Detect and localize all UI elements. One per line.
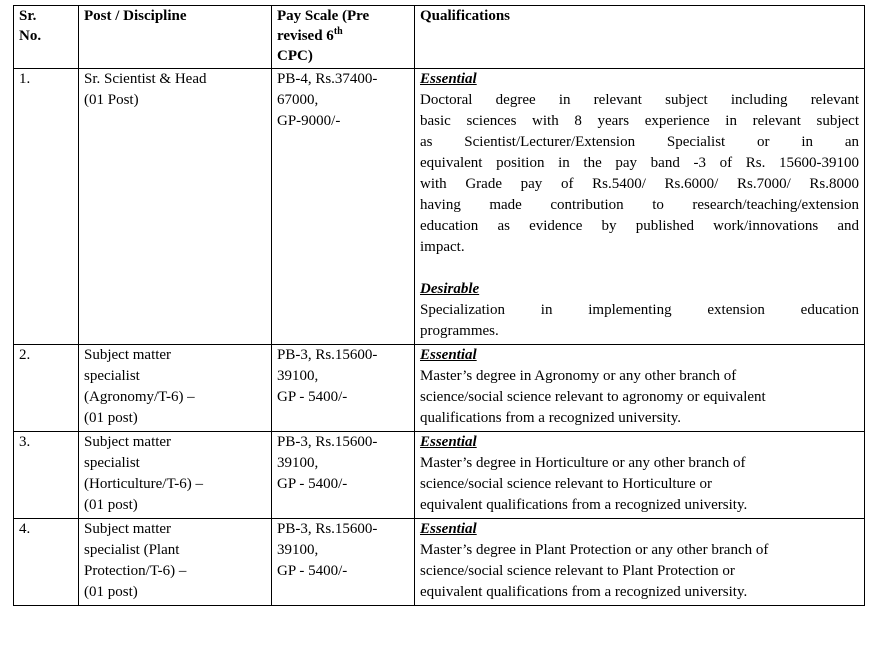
header-pay-line-3: CPC) (277, 48, 313, 64)
table-row (14, 345, 865, 432)
post-cell (79, 69, 272, 345)
post-line: (Agronomy/T-6) – (84, 389, 195, 405)
section-spacer (420, 258, 859, 279)
header-pay-revised: revised 6 (277, 28, 334, 44)
pay-scale-cell (272, 69, 415, 345)
essential-heading: Essential (420, 434, 477, 450)
table-row (14, 519, 865, 606)
essential-line: Master’s degree in Agronomy or any other branch of (420, 368, 737, 384)
header-row (14, 6, 865, 69)
post-line: Subject matter (84, 434, 172, 450)
pay-line: GP-9000/- (277, 113, 341, 129)
essential-line: equivalent qualifications from a recognized university. (420, 584, 748, 600)
post-line: (01 post) (84, 497, 138, 513)
essential-line: having made contribution to research/teaching/extension (420, 197, 859, 213)
desirable-line: programmes. (420, 323, 499, 339)
qualifications-cell (415, 519, 865, 606)
pay-line: GP - 5400/- (277, 389, 348, 405)
desirable-heading: Desirable (420, 281, 480, 297)
pay-scale-cell (272, 432, 415, 519)
sr-no-cell (14, 345, 79, 432)
pay-line: 39100, (277, 368, 319, 384)
essential-line: science/social science relevant to agronomy or equivalent (420, 389, 766, 405)
sr-no: 1. (19, 71, 31, 87)
essential-line: as Scientist/Lecturer/Extension Specialist or in an (420, 134, 859, 150)
essential-line: Master’s degree in Horticulture or any other branch of (420, 455, 746, 471)
essential-line: equivalent qualifications from a recognized university. (420, 497, 748, 513)
sr-no: 3. (19, 434, 31, 450)
recruitment-table (13, 5, 865, 606)
header-no-line: No. (19, 28, 42, 44)
header-post (79, 6, 272, 69)
essential-line: with Grade pay of Rs.5400/ Rs.6000/ Rs.7000/ Rs.8000 (420, 176, 859, 192)
sr-no-cell (14, 69, 79, 345)
post-line: (Horticulture/T-6) – (84, 476, 203, 492)
qualifications-cell (415, 432, 865, 519)
post-cell (79, 519, 272, 606)
header-qualifications (415, 6, 865, 69)
post-line: (01 post) (84, 584, 138, 600)
essential-line: qualifications from a recognized university. (420, 410, 682, 426)
essential-heading: Essential (420, 71, 477, 87)
post-line: specialist (Plant (84, 542, 180, 558)
sr-no: 4. (19, 521, 31, 537)
table-row (14, 432, 865, 519)
pay-line: GP - 5400/- (277, 476, 348, 492)
pay-line: PB-4, Rs.37400- (277, 71, 378, 87)
sr-no: 2. (19, 347, 31, 363)
pay-line: PB-3, Rs.15600- (277, 434, 378, 450)
table-row (14, 69, 865, 345)
post-line: Subject matter (84, 521, 172, 537)
post-line: Sr. Scientist & Head (84, 71, 207, 87)
post-line: specialist (84, 368, 140, 384)
qualifications-cell (415, 345, 865, 432)
post-line: (01 Post) (84, 92, 139, 108)
table-body (14, 69, 865, 606)
header-post-label: Post / Discipline (84, 8, 187, 24)
post-line: specialist (84, 455, 140, 471)
pay-line: 39100, (277, 455, 319, 471)
sr-no-cell (14, 432, 79, 519)
desirable-line: Specialization in implementing extension education (420, 302, 859, 318)
essential-line: science/social science relevant to Plant Protection or (420, 563, 735, 579)
pay-line: GP - 5400/- (277, 563, 348, 579)
header-pay-superscript: th (333, 26, 343, 37)
essential-line: Doctoral degree in relevant subject including relevant (420, 92, 859, 108)
post-cell (79, 345, 272, 432)
header-pay-line-1: Pay Scale (Pre (277, 8, 370, 24)
pay-line: 39100, (277, 542, 319, 558)
pay-line: PB-3, Rs.15600- (277, 521, 378, 537)
header-sr-line: Sr. (19, 8, 37, 24)
pay-line: 67000, (277, 92, 319, 108)
pay-line: PB-3, Rs.15600- (277, 347, 378, 363)
pay-scale-cell (272, 519, 415, 606)
essential-heading: Essential (420, 347, 477, 363)
header-pay-scale (272, 6, 415, 69)
sr-no-cell (14, 519, 79, 606)
post-line: Subject matter (84, 347, 172, 363)
qualifications-cell (415, 69, 865, 345)
header-pay-line-2 (277, 26, 409, 46)
post-line: Protection/T-6) – (84, 563, 187, 579)
header-qual-label: Qualifications (420, 8, 511, 24)
essential-line: science/social science relevant to Horticulture or (420, 476, 712, 492)
essential-line: basic sciences with 8 years experience in relevant subject (420, 113, 859, 129)
essential-line: Master’s degree in Plant Protection or any other branch of (420, 542, 769, 558)
header-sr-no (14, 6, 79, 69)
essential-line: education as evidence by published work/innovations and (420, 218, 859, 234)
essential-heading: Essential (420, 521, 477, 537)
essential-line: impact. (420, 239, 465, 255)
pay-scale-cell (272, 345, 415, 432)
post-line: (01 post) (84, 410, 138, 426)
post-cell (79, 432, 272, 519)
essential-line: equivalent position in the pay band -3 of Rs. 15600-39100 (420, 155, 859, 171)
